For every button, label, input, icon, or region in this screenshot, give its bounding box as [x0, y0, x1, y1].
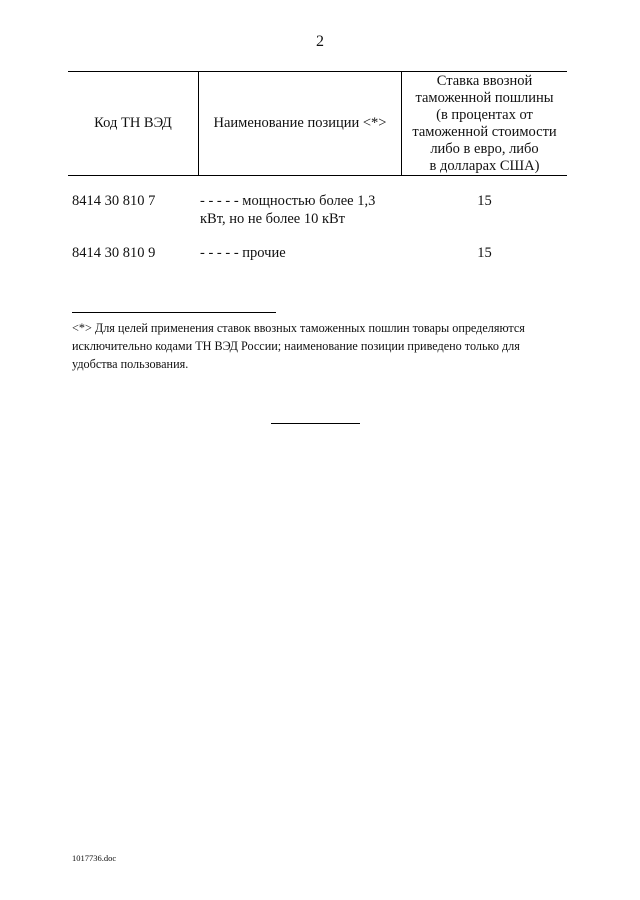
row-rate: 15	[477, 245, 492, 261]
header-code: Код ТН ВЭД	[94, 115, 172, 131]
row-code: 8414 30 810 9	[72, 245, 156, 261]
document-id: 1017736.doc	[72, 853, 117, 863]
row-name: - - - - - мощностью более 1,3 кВт, но не более 10 кВт	[200, 193, 376, 227]
tariff-table	[68, 71, 567, 261]
row-rate: 15	[477, 193, 492, 209]
end-divider	[271, 423, 360, 424]
footnote-divider	[72, 312, 276, 313]
row-code: 8414 30 810 7	[72, 193, 156, 209]
row-name: - - - - - прочие	[200, 245, 286, 261]
footnote-text: <*> Для целей применения ставок ввозных таможенных пошлин товары определяются исключительно кодами ТН ВЭД России; наименование позиции приведено только для удобства пользования.	[72, 321, 525, 371]
table-header	[68, 71, 567, 176]
header-name: Наименование позиции <*>	[213, 115, 387, 131]
header-rate: Ставка ввозной таможенной пошлины (в процентах от таможенной стоимости либо в евро, либо в долларах США)	[412, 72, 557, 174]
page-number: 2	[316, 33, 324, 50]
